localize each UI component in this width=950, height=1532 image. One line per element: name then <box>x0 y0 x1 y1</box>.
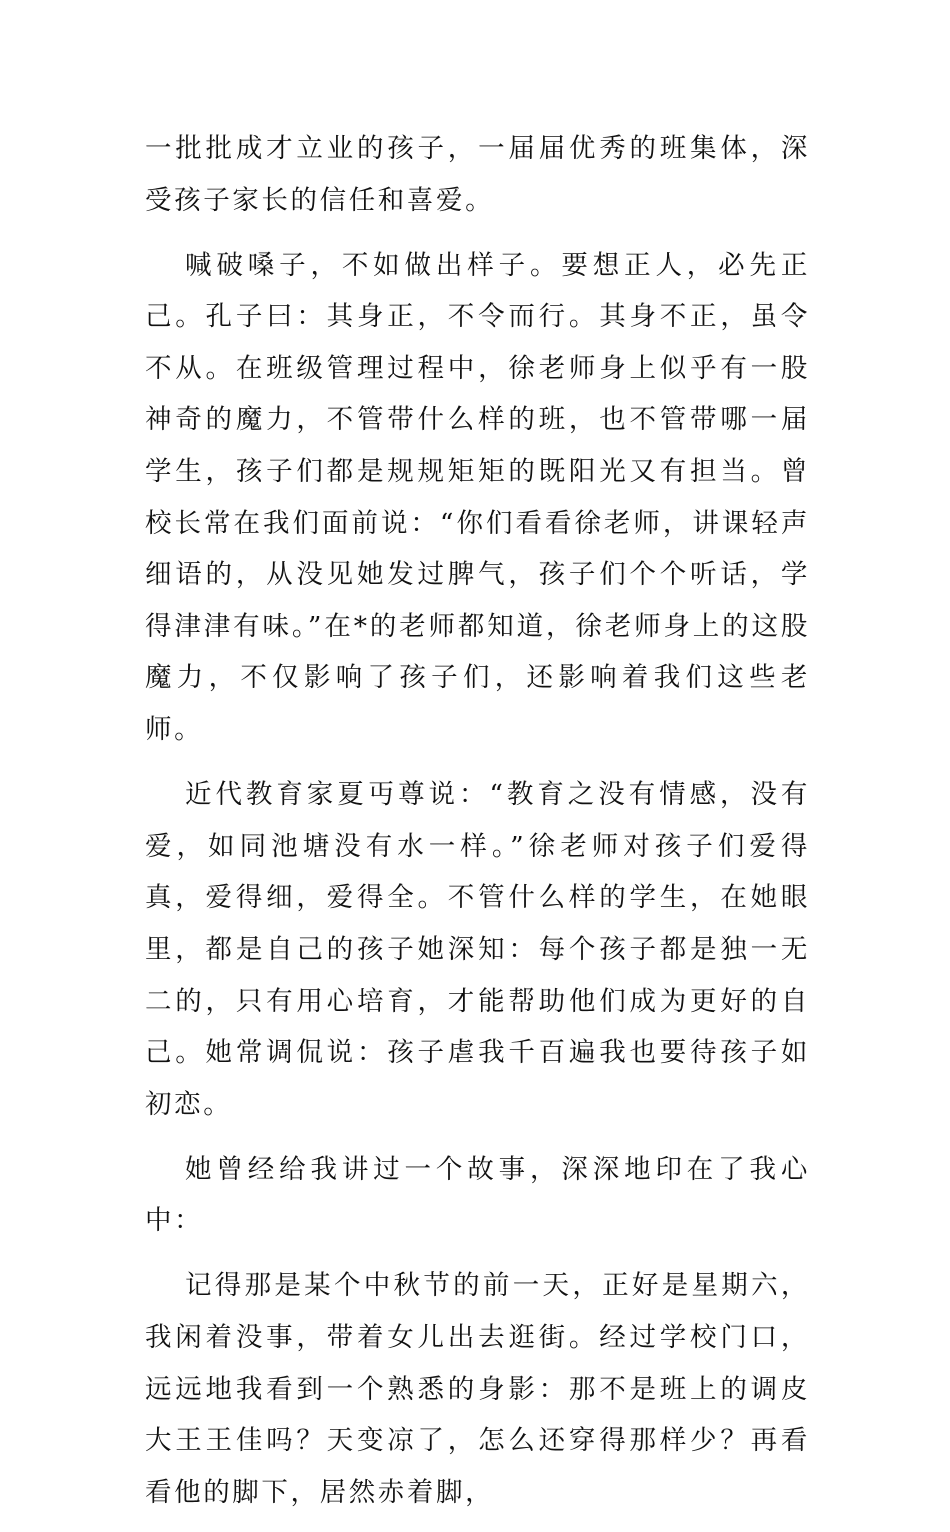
paragraph-5: 记得那是某个中秋节的前一天，正好是星期六，我闲着没事，带着女儿出去逛街。经过学校门口，远远地我看到一个熟悉的身影：那不是班上的调皮大王王佳吗？天变凉了，怎么还穿得那样少？再看看他的脚下，居然赤着脚， <box>145 1270 810 1508</box>
paragraph-2: 喊破嗓子，不如做出样子。要想正人，必先正己。孔子曰：其身正，不令而行。其身不正，虽令不从。在班级管理过程中，徐老师身上似乎有一股神奇的魔力，不管带什么样的班，也不管带哪一届学生，孩子们都是规规矩矩的既阳光又有担当。曾校长常在我们面前说：“你们看看徐老师，讲课轻声细语的，从没见她发过脾气，孩子们个个听话，学得津津有味。”在*的老师都知道，徐老师身上的这股魔力，不仅影响了孩子们，还影响着我们这些老师。 <box>145 249 810 746</box>
paragraph-3: 近代教育家夏丏尊说：“教育之没有情感，没有爱，如同池塘没有水一样。”徐老师对孩子们爱得真，爱得细，爱得全。不管什么样的学生，在她眼里，都是自己的孩子她深知：每个孩子都是独一无二的，只有用心培育，才能帮助他们成为更好的自己。她常调侃说：孩子虐我千百遍我也要待孩子如初恋。 <box>145 779 810 1120</box>
paragraph-4: 她曾经给我讲过一个故事，深深地印在了我心中： <box>145 1153 810 1237</box>
paragraph-1: 一批批成才立业的孩子，一届届优秀的班集体，深受孩子家长的信任和喜爱。 <box>145 133 810 216</box>
document-body <box>145 123 810 1532</box>
